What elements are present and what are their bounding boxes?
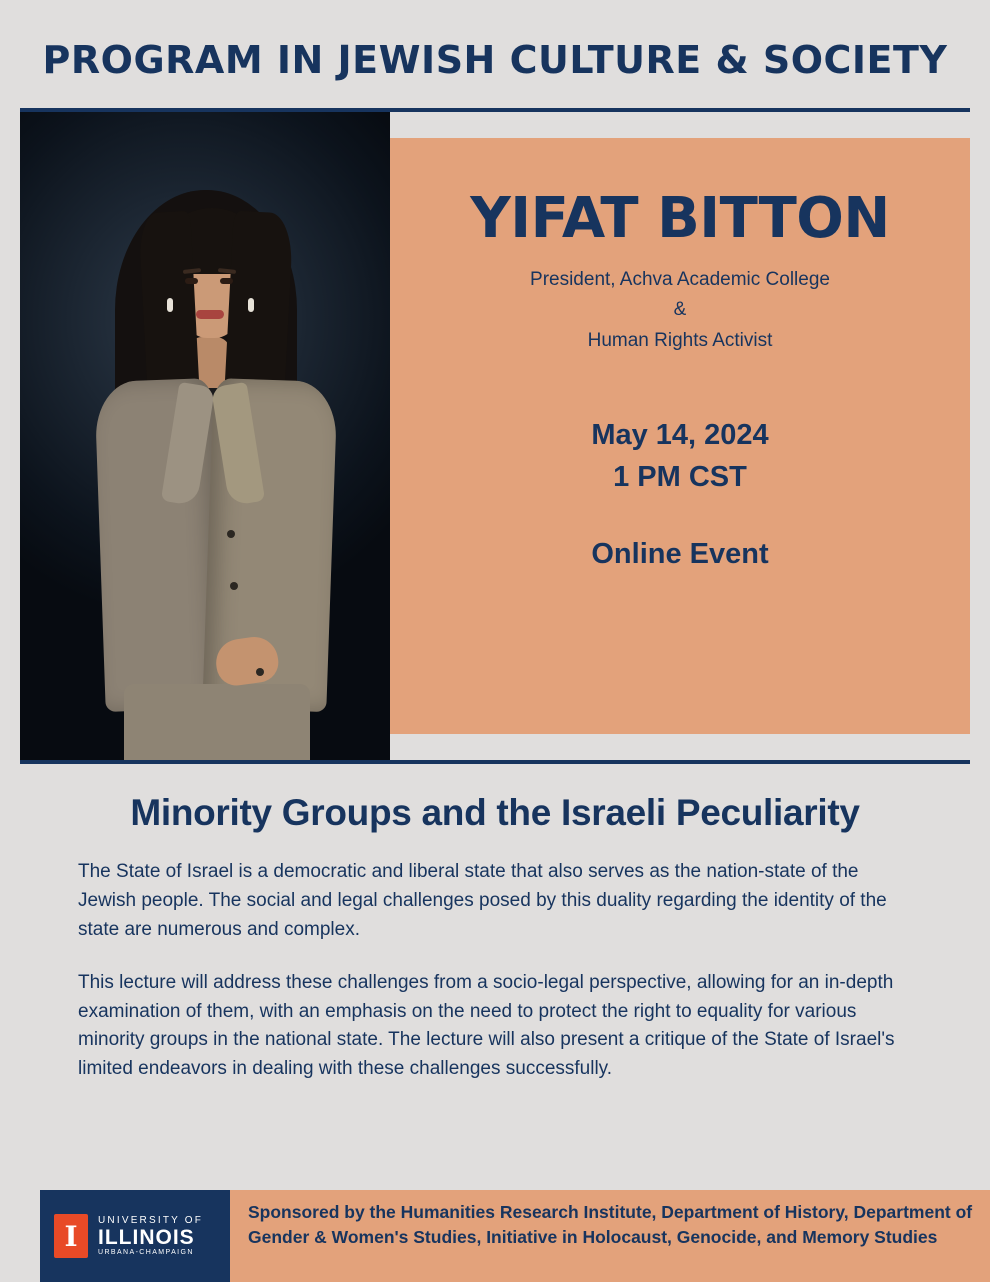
event-mode: Online Event <box>591 538 769 571</box>
details-panel-inner <box>390 138 970 734</box>
talk-abstract <box>20 858 970 1084</box>
university-logo-line-1: UNIVERSITY OF <box>98 1215 204 1227</box>
university-logo <box>40 1190 230 1282</box>
mouth-shape <box>196 310 224 319</box>
eye-right-shape <box>220 278 233 284</box>
talk-section <box>20 764 970 1084</box>
university-logo-line-2: ILLINOIS <box>98 1225 195 1249</box>
details-panel <box>390 112 970 760</box>
poster-header <box>0 0 990 82</box>
speaker-photo <box>20 112 390 760</box>
talk-paragraph-2: This lecture will address these challenges from a socio-legal perspective, allowing for an in-depth examination of them, with an emphasis on the need to protect the right to equality for various minority groups in the national state. The lecture will also present a critique of the State of Israel's limited endeavors in dealing with these challenges successfully. <box>78 971 895 1080</box>
event-time: 1 PM CST <box>613 461 747 494</box>
illinois-block-i-icon: I <box>54 1214 88 1258</box>
blazer-button-3 <box>256 668 264 676</box>
portrait-figure <box>20 112 390 760</box>
trousers-shape <box>124 684 310 760</box>
poster-footer <box>40 1190 990 1282</box>
event-datetime <box>591 414 768 498</box>
university-logo-line-3: URBANA-CHAMPAIGN <box>98 1248 194 1256</box>
speaker-role-line-2: & <box>673 299 687 321</box>
sponsor-text: Sponsored by the Humanities Research Institute, Department of History, Department of Gender & Women's Studies, Initiative in Holocaust, Genocide, and Memory Studies <box>248 1202 973 1248</box>
speaker-role-line-3: Human Rights Activist <box>587 329 773 351</box>
speaker-name: YIFAT BITTON <box>470 186 890 251</box>
hero-section <box>20 112 970 760</box>
university-logo-text <box>98 1216 203 1256</box>
eye-left-shape <box>185 278 198 284</box>
speaker-role <box>530 265 830 356</box>
event-date: May 14, 2024 <box>591 419 769 452</box>
earring-right-shape <box>248 298 254 312</box>
talk-paragraph-1: The State of Israel is a democratic and liberal state that also serves as the nation-state of the Jewish people. The social and legal challenges posed by this duality regarding the identity of the state are numerous and complex. <box>78 861 887 940</box>
speaker-role-line-1: President, Achva Academic College <box>530 269 830 290</box>
talk-title: Minority Groups and the Israeli Peculiarity <box>130 792 860 833</box>
program-title: PROGRAM IN JEWISH CULTURE & SOCIETY <box>42 38 948 82</box>
blazer-button-1 <box>227 530 235 538</box>
earring-left-shape <box>167 298 173 312</box>
blazer-button-2 <box>230 582 238 590</box>
